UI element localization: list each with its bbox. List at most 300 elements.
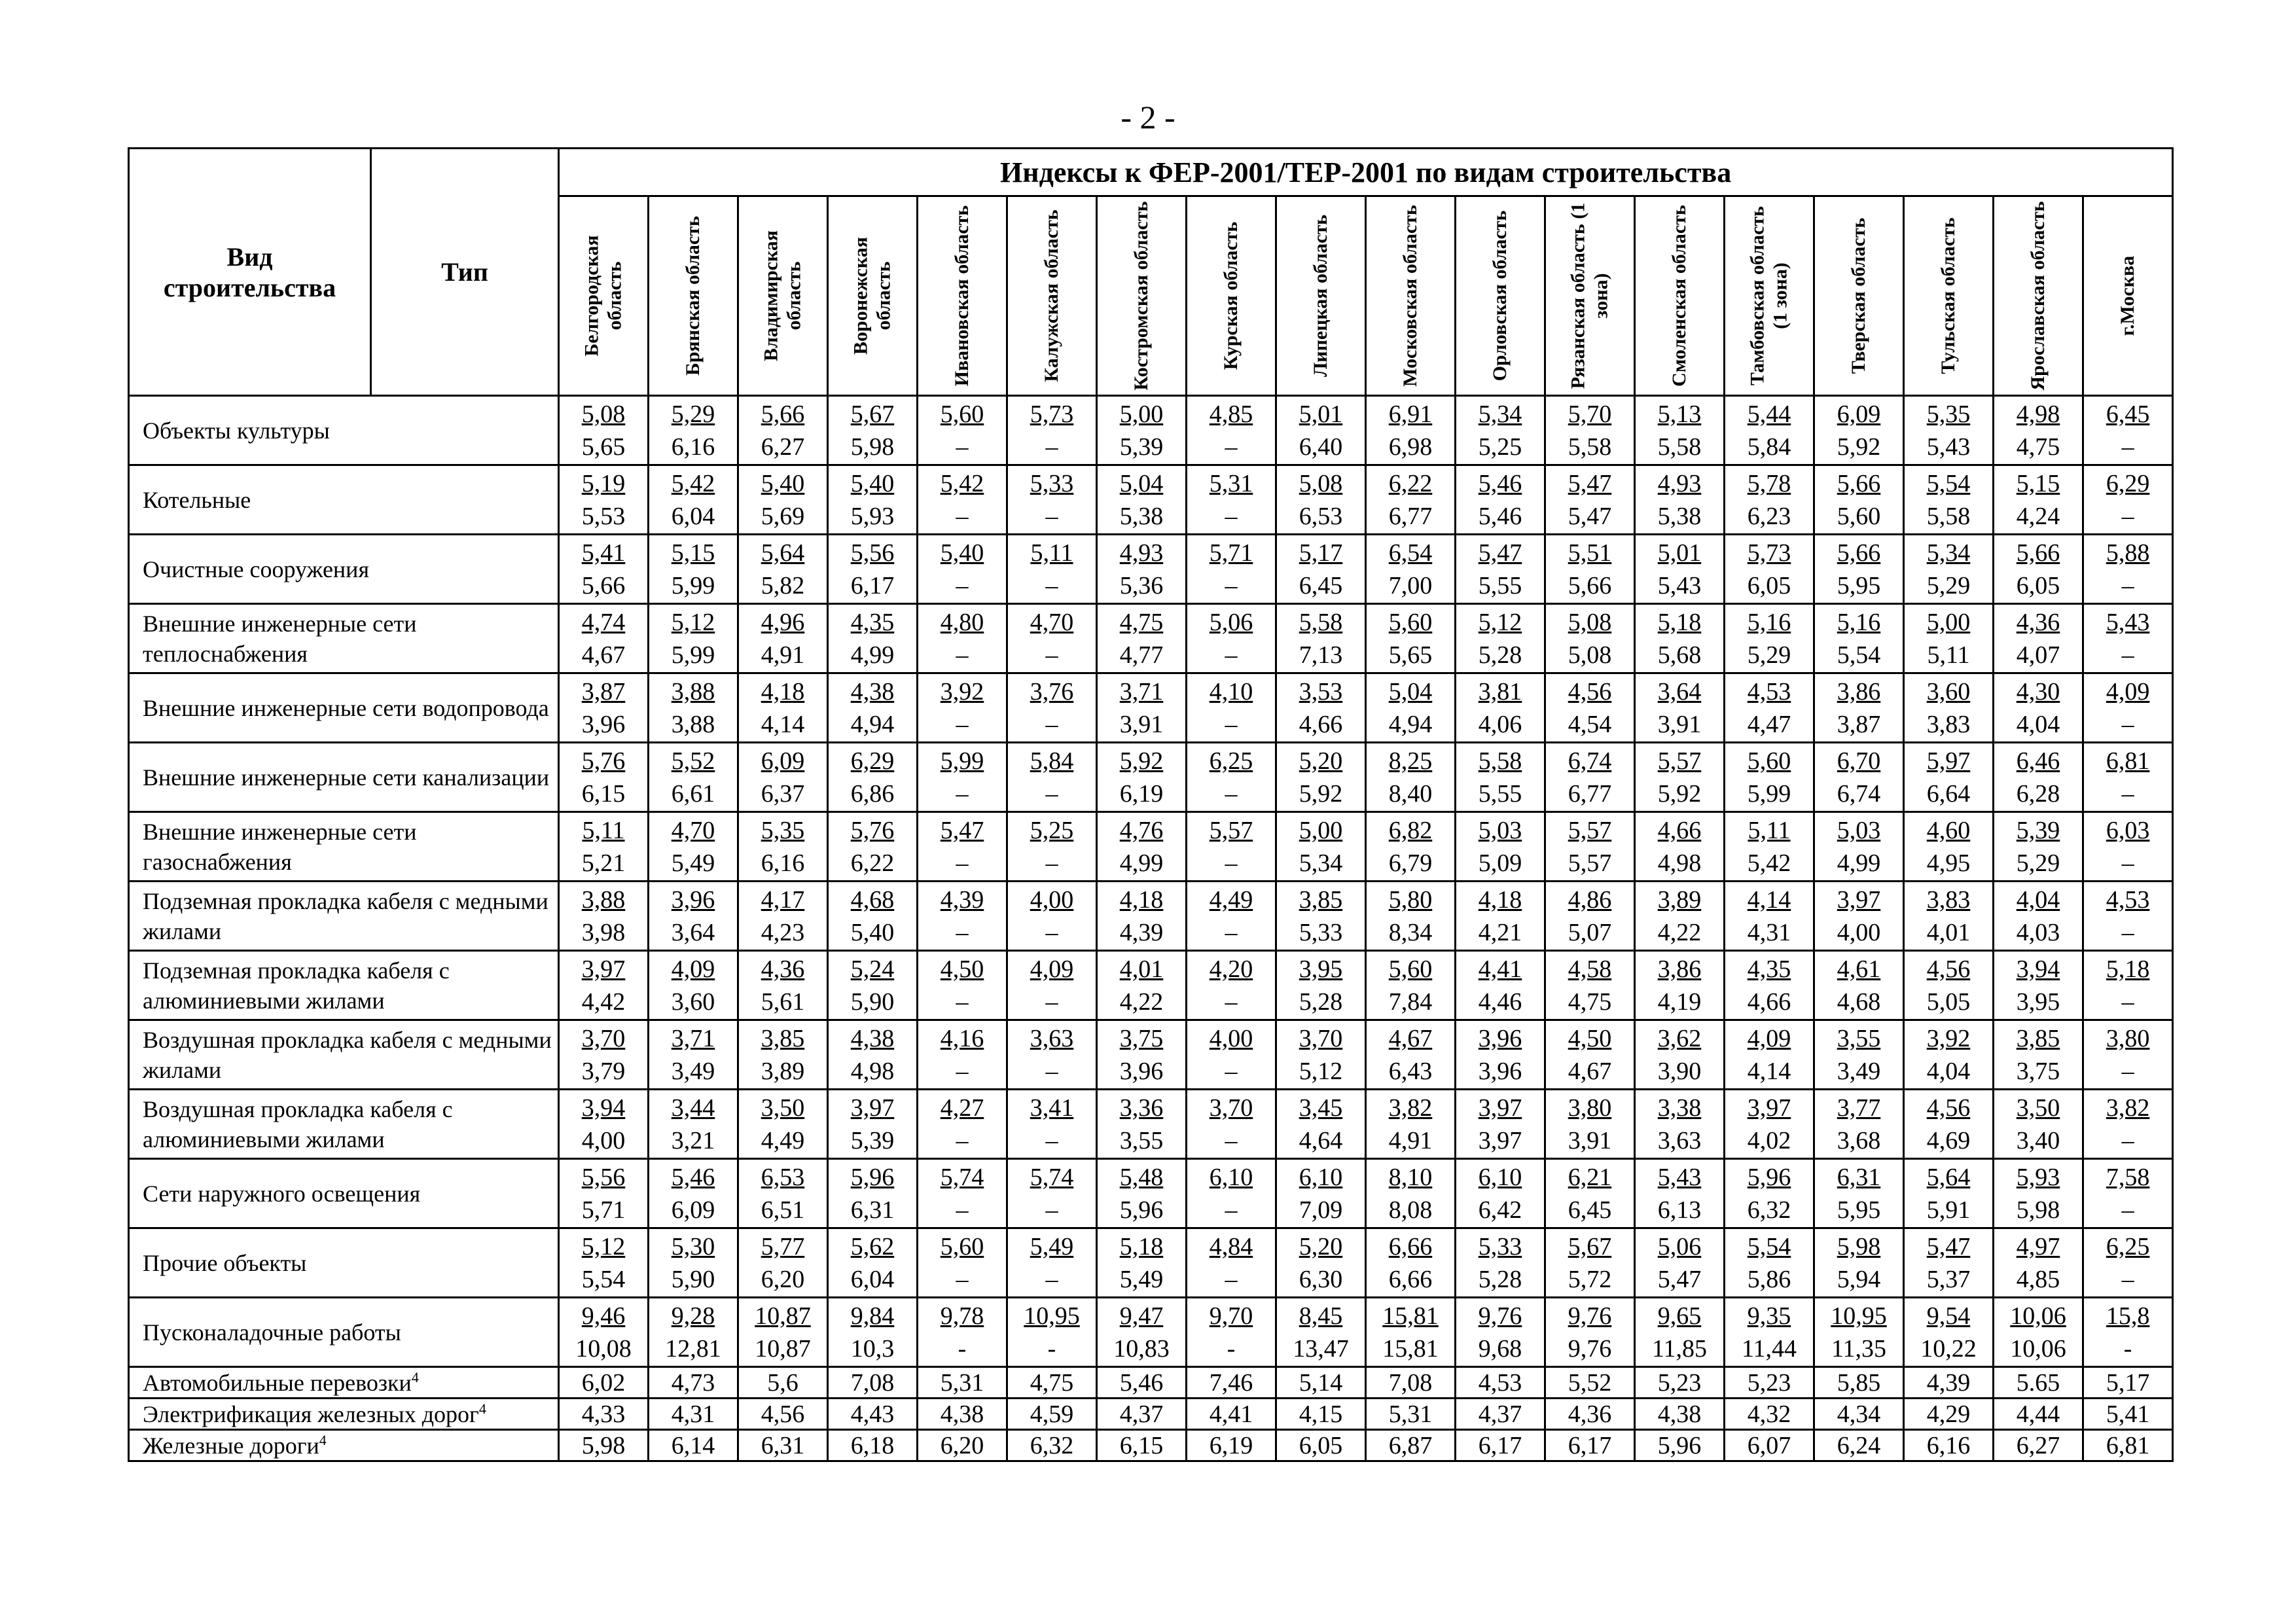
value-top: 6,54 bbox=[1388, 539, 1433, 567]
value-top: 10,95 bbox=[1831, 1302, 1887, 1330]
value-cell bbox=[1097, 396, 1187, 465]
value-bottom: – bbox=[2121, 1265, 2134, 1293]
value-bottom: 5,57 bbox=[1568, 849, 1612, 877]
value-top: 4,67 bbox=[1388, 1024, 1433, 1052]
value-cell bbox=[1007, 882, 1097, 951]
value-top: 5,18 bbox=[1119, 1232, 1164, 1260]
value-bottom: 6,05 bbox=[1747, 571, 1791, 599]
value-top: 3,71 bbox=[1119, 677, 1164, 705]
value-top: 9,54 bbox=[1926, 1302, 1971, 1330]
value-cell: 5,98 bbox=[559, 1430, 649, 1461]
value-top: 4,97 bbox=[2016, 1232, 2060, 1260]
value-bottom: – bbox=[1225, 1265, 1238, 1293]
value-cell: 5,46 bbox=[1097, 1367, 1187, 1399]
value-cell bbox=[1545, 1228, 1635, 1298]
value-cell bbox=[1366, 396, 1456, 465]
value-top: 6,53 bbox=[761, 1163, 805, 1191]
value-bottom: 4,66 bbox=[1299, 710, 1343, 738]
value-top: 9,76 bbox=[1568, 1302, 1612, 1330]
value-cell bbox=[738, 1228, 828, 1298]
value-bottom: 4,67 bbox=[581, 641, 626, 669]
value-bottom: – bbox=[956, 779, 969, 808]
value-top: 5,78 bbox=[1747, 469, 1791, 497]
value-bottom: 5,39 bbox=[850, 1126, 895, 1154]
value-bottom: 10,22 bbox=[1920, 1334, 1977, 1363]
value-cell bbox=[1904, 396, 1994, 465]
value-top: 5,17 bbox=[1299, 539, 1343, 567]
value-cell bbox=[1545, 1159, 1635, 1228]
value-top: 5,40 bbox=[850, 469, 895, 497]
value-cell bbox=[1097, 535, 1187, 604]
table-body bbox=[129, 396, 2173, 1461]
value-cell bbox=[1994, 1159, 2083, 1228]
value-bottom: 5,21 bbox=[581, 849, 626, 877]
value-bottom: – bbox=[1225, 1196, 1238, 1224]
value-bottom: 4,66 bbox=[1747, 988, 1791, 1016]
value-cell: 4,38 bbox=[1635, 1399, 1725, 1430]
value-top: 3,70 bbox=[581, 1024, 626, 1052]
value-top: 5,16 bbox=[1747, 608, 1791, 636]
value-cell bbox=[1366, 1159, 1456, 1228]
value-bottom: 6,53 bbox=[1299, 502, 1343, 530]
value-bottom: 3,75 bbox=[2016, 1057, 2060, 1085]
value-bottom: – bbox=[2121, 710, 2134, 738]
value-cell bbox=[1635, 1090, 1725, 1159]
value-top: 5,47 bbox=[1568, 469, 1612, 497]
value-bottom: 5,42 bbox=[1747, 849, 1791, 877]
value-bottom: 3,79 bbox=[581, 1057, 626, 1085]
value-cell bbox=[1725, 1159, 1814, 1228]
value-top: 3,92 bbox=[1926, 1024, 1971, 1052]
value-bottom: 5,90 bbox=[671, 1265, 715, 1293]
value-cell: 5,96 bbox=[1635, 1430, 1725, 1461]
region-label: Владимирская область bbox=[760, 230, 804, 362]
header-region-16 bbox=[1994, 196, 2083, 396]
value-top: 9,76 bbox=[1478, 1302, 1522, 1330]
value-cell bbox=[1097, 1090, 1187, 1159]
region-label: Тверская область bbox=[1847, 217, 1869, 374]
value-cell: 6,81 bbox=[2083, 1430, 2173, 1461]
value-bottom: – bbox=[1045, 641, 1058, 669]
value-top: 9,65 bbox=[1657, 1302, 1702, 1330]
value-cell bbox=[1994, 396, 2083, 465]
value-cell bbox=[649, 1020, 738, 1090]
value-bottom: 11,44 bbox=[1741, 1334, 1797, 1363]
value-bottom: – bbox=[1225, 988, 1238, 1016]
value-top: 6,10 bbox=[1209, 1163, 1253, 1191]
value-bottom: 3,21 bbox=[671, 1126, 715, 1154]
value-cell bbox=[1725, 951, 1814, 1020]
value-cell: 4,75 bbox=[1007, 1367, 1097, 1399]
value-cell bbox=[2083, 535, 2173, 604]
value-cell bbox=[738, 673, 828, 743]
value-top: 4,66 bbox=[1657, 816, 1702, 844]
value-cell: 6,24 bbox=[1814, 1430, 1904, 1461]
value-cell bbox=[918, 535, 1007, 604]
value-top: 3,38 bbox=[1657, 1094, 1702, 1122]
value-cell bbox=[1904, 743, 1994, 812]
value-top: 4,58 bbox=[1568, 955, 1612, 983]
value-cell bbox=[828, 1090, 918, 1159]
value-top: 5,31 bbox=[1209, 469, 1253, 497]
value-top: 9,47 bbox=[1119, 1302, 1164, 1330]
value-bottom: – bbox=[1045, 571, 1058, 599]
value-cell bbox=[828, 1298, 918, 1367]
value-bottom: 4,39 bbox=[1119, 918, 1164, 946]
value-top: 8,45 bbox=[1299, 1302, 1343, 1330]
header-region-0 bbox=[559, 196, 649, 396]
value-cell bbox=[1187, 535, 1276, 604]
value-bottom: 3,40 bbox=[2016, 1126, 2060, 1154]
value-cell bbox=[1545, 535, 1635, 604]
value-bottom: 5,25 bbox=[1478, 433, 1522, 461]
value-bottom: 5,72 bbox=[1568, 1265, 1612, 1293]
value-top: 5,42 bbox=[940, 469, 984, 497]
value-cell bbox=[1007, 1298, 1097, 1367]
index-table bbox=[128, 147, 2174, 1462]
value-cell bbox=[918, 1090, 1007, 1159]
value-cell: 4,41 bbox=[1187, 1399, 1276, 1430]
value-cell bbox=[1007, 396, 1097, 465]
value-bottom: 12,81 bbox=[665, 1334, 721, 1363]
value-bottom: 3,96 bbox=[1119, 1057, 1164, 1085]
value-top: 5,66 bbox=[2016, 539, 2060, 567]
value-bottom: 6,20 bbox=[761, 1265, 805, 1293]
value-bottom: 3,55 bbox=[1119, 1126, 1164, 1154]
value-bottom: 5,40 bbox=[850, 918, 895, 946]
value-top: 6,74 bbox=[1568, 747, 1612, 775]
value-top: 5,00 bbox=[1299, 816, 1343, 844]
value-bottom: 5,38 bbox=[1119, 502, 1164, 530]
value-bottom: 9,68 bbox=[1478, 1334, 1522, 1363]
value-bottom: 6,27 bbox=[761, 433, 805, 461]
value-cell bbox=[1545, 673, 1635, 743]
value-top: 5,41 bbox=[581, 539, 626, 567]
value-top: 4,70 bbox=[671, 816, 715, 844]
value-cell bbox=[1635, 882, 1725, 951]
value-cell bbox=[2083, 951, 2173, 1020]
value-bottom: – bbox=[1225, 849, 1238, 877]
value-bottom: 5,29 bbox=[2016, 849, 2060, 877]
value-top: 6,10 bbox=[1299, 1163, 1343, 1191]
value-bottom: 5,11 bbox=[1927, 641, 1970, 669]
header-construction-type-line2: строительства bbox=[163, 272, 336, 302]
value-top: 6,03 bbox=[2106, 816, 2150, 844]
value-bottom: 10,83 bbox=[1113, 1334, 1170, 1363]
value-cell bbox=[1456, 604, 1545, 673]
value-cell bbox=[1007, 604, 1097, 673]
header-region-4 bbox=[918, 196, 1007, 396]
value-cell: 7,08 bbox=[1366, 1367, 1456, 1399]
value-top: 4,56 bbox=[1568, 677, 1612, 705]
value-bottom: 5,39 bbox=[1119, 433, 1164, 461]
value-bottom: – bbox=[956, 641, 969, 669]
value-cell bbox=[828, 604, 918, 673]
value-bottom: 4,94 bbox=[850, 710, 895, 738]
value-cell bbox=[1725, 743, 1814, 812]
value-top: 5,60 bbox=[940, 1232, 984, 1260]
value-bottom: 4,31 bbox=[1747, 918, 1791, 946]
value-top: 7,58 bbox=[2106, 1163, 2150, 1191]
value-bottom: 3,60 bbox=[671, 988, 715, 1016]
value-top: 4,61 bbox=[1837, 955, 1881, 983]
value-cell bbox=[1635, 465, 1725, 535]
value-bottom: – bbox=[956, 918, 969, 946]
value-cell: 4,37 bbox=[1097, 1399, 1187, 1430]
value-top: 3,95 bbox=[1299, 955, 1343, 983]
value-top: 4,41 bbox=[1478, 955, 1522, 983]
value-top: 5,29 bbox=[671, 400, 715, 428]
header-region-10 bbox=[1456, 196, 1545, 396]
value-cell bbox=[918, 812, 1007, 882]
value-cell bbox=[1994, 465, 2083, 535]
value-cell bbox=[1366, 535, 1456, 604]
value-bottom: 3,89 bbox=[761, 1057, 805, 1085]
table-row-single bbox=[129, 1430, 2173, 1461]
value-bottom: – bbox=[2121, 641, 2134, 669]
value-cell: 6,27 bbox=[1994, 1430, 2083, 1461]
value-bottom: - bbox=[1227, 1334, 1236, 1363]
table-title: Индексы к ФЕР-2001/ТЕР-2001 по видам строительства bbox=[559, 149, 2173, 196]
value-cell bbox=[1635, 1228, 1725, 1298]
value-bottom: 5,36 bbox=[1119, 571, 1164, 599]
value-cell: 6,19 bbox=[1187, 1430, 1276, 1461]
value-cell bbox=[1366, 1298, 1456, 1367]
value-bottom: 4,22 bbox=[1119, 988, 1164, 1016]
value-bottom: – bbox=[1045, 710, 1058, 738]
value-cell bbox=[559, 1228, 649, 1298]
value-top: 3,75 bbox=[1119, 1024, 1164, 1052]
value-top: 5,12 bbox=[671, 608, 715, 636]
value-top: 3,97 bbox=[1837, 885, 1881, 914]
value-cell bbox=[1545, 1020, 1635, 1090]
value-top: 5,93 bbox=[2016, 1163, 2060, 1191]
value-cell bbox=[1904, 604, 1994, 673]
row-label-text: Железные дороги bbox=[143, 1432, 319, 1459]
value-top: 4,86 bbox=[1568, 885, 1612, 914]
value-bottom: 3,88 bbox=[671, 710, 715, 738]
value-bottom: – bbox=[1045, 849, 1058, 877]
value-top: 4,50 bbox=[940, 955, 984, 983]
header-region-14 bbox=[1814, 196, 1904, 396]
value-bottom: 5,99 bbox=[671, 641, 715, 669]
value-bottom: 6,43 bbox=[1388, 1057, 1433, 1085]
value-bottom: 4,00 bbox=[1837, 918, 1881, 946]
value-bottom: 6,98 bbox=[1388, 433, 1433, 461]
value-bottom: 6,04 bbox=[671, 502, 715, 530]
value-top: 5,96 bbox=[1747, 1163, 1791, 1191]
value-bottom: 4,91 bbox=[1388, 1126, 1433, 1154]
value-top: 3,55 bbox=[1837, 1024, 1881, 1052]
value-top: 4,75 bbox=[1119, 608, 1164, 636]
value-bottom: 4,04 bbox=[2016, 710, 2060, 738]
value-cell bbox=[1994, 1228, 2083, 1298]
value-bottom: 3,68 bbox=[1837, 1126, 1881, 1154]
value-top: 5,49 bbox=[1030, 1232, 1074, 1260]
value-cell: 6,87 bbox=[1366, 1430, 1456, 1461]
value-top: 4,18 bbox=[761, 677, 805, 705]
value-bottom: 5,86 bbox=[1747, 1265, 1791, 1293]
value-cell bbox=[1994, 743, 2083, 812]
row-label bbox=[129, 1367, 559, 1399]
value-cell bbox=[1366, 673, 1456, 743]
value-cell bbox=[1007, 812, 1097, 882]
value-cell bbox=[918, 1020, 1007, 1090]
value-top: 5,46 bbox=[1478, 469, 1522, 497]
value-top: 4,56 bbox=[1926, 1094, 1971, 1122]
value-top: 4,00 bbox=[1030, 885, 1074, 914]
value-bottom: – bbox=[956, 502, 969, 530]
value-top: 3,41 bbox=[1030, 1094, 1074, 1122]
value-bottom: 5,58 bbox=[1657, 433, 1702, 461]
value-bottom: – bbox=[1045, 779, 1058, 808]
value-cell bbox=[1635, 1298, 1725, 1367]
value-top: 3,89 bbox=[1657, 885, 1702, 914]
value-cell bbox=[649, 535, 738, 604]
value-cell bbox=[1187, 396, 1276, 465]
value-cell: 5,17 bbox=[2083, 1367, 2173, 1399]
value-cell bbox=[2083, 1090, 2173, 1159]
footnote-mark: 4 bbox=[411, 1368, 419, 1385]
value-cell: 4,39 bbox=[1904, 1367, 1994, 1399]
value-cell bbox=[1366, 1090, 1456, 1159]
value-cell: 4,31 bbox=[649, 1399, 738, 1430]
value-top: 6,25 bbox=[1209, 747, 1253, 775]
row-label: Подземная прокладка кабеля с медными жилами bbox=[129, 882, 559, 951]
value-top: 5,74 bbox=[940, 1163, 984, 1191]
value-top: 5,01 bbox=[1657, 539, 1702, 567]
value-bottom: – bbox=[1225, 1126, 1238, 1154]
value-top: 5,44 bbox=[1747, 400, 1791, 428]
value-bottom: 5,12 bbox=[1299, 1057, 1343, 1085]
value-top: 3,87 bbox=[581, 677, 626, 705]
value-bottom: 5,93 bbox=[850, 502, 895, 530]
value-bottom: – bbox=[1225, 571, 1238, 599]
value-cell bbox=[1725, 396, 1814, 465]
value-bottom: 4,04 bbox=[1926, 1057, 1971, 1085]
value-top: 3,63 bbox=[1030, 1024, 1074, 1052]
table-row bbox=[129, 396, 2173, 465]
value-cell bbox=[828, 1159, 918, 1228]
value-cell: 4,37 bbox=[1456, 1399, 1545, 1430]
value-cell bbox=[1725, 673, 1814, 743]
value-top: 5,06 bbox=[1657, 1232, 1702, 1260]
value-bottom: 4,24 bbox=[2016, 502, 2060, 530]
value-top: 5,15 bbox=[2016, 469, 2060, 497]
value-cell bbox=[1097, 812, 1187, 882]
value-top: 5,52 bbox=[671, 747, 715, 775]
value-cell: 4,32 bbox=[1725, 1399, 1814, 1430]
value-top: 3,88 bbox=[581, 885, 626, 914]
value-bottom: 5,49 bbox=[1119, 1265, 1164, 1293]
value-top: 5,67 bbox=[850, 400, 895, 428]
value-bottom: 5,58 bbox=[1926, 502, 1971, 530]
value-top: 4,09 bbox=[2106, 677, 2150, 705]
value-top: 4,56 bbox=[1926, 955, 1971, 983]
value-bottom: 5,37 bbox=[1926, 1265, 1971, 1293]
value-bottom: 10,08 bbox=[575, 1334, 632, 1363]
value-bottom: 4,49 bbox=[761, 1126, 805, 1154]
value-top: 3,97 bbox=[1478, 1094, 1522, 1122]
value-cell bbox=[1725, 1020, 1814, 1090]
value-bottom: 5,99 bbox=[671, 571, 715, 599]
value-bottom: - bbox=[1047, 1334, 1056, 1363]
value-cell bbox=[1366, 1228, 1456, 1298]
value-bottom: – bbox=[956, 1057, 969, 1085]
value-cell bbox=[1814, 743, 1904, 812]
value-cell bbox=[1276, 604, 1366, 673]
row-label: Пусконаладочные работы bbox=[129, 1298, 559, 1367]
value-cell bbox=[1456, 951, 1545, 1020]
value-cell bbox=[1904, 465, 1994, 535]
value-top: 5,51 bbox=[1568, 539, 1612, 567]
value-top: 4,53 bbox=[1747, 677, 1791, 705]
region-label: Курская область bbox=[1219, 221, 1242, 370]
value-top: 4,35 bbox=[1747, 955, 1791, 983]
value-bottom: 5,29 bbox=[1926, 571, 1971, 599]
value-cell bbox=[1187, 1090, 1276, 1159]
value-cell bbox=[1904, 1228, 1994, 1298]
region-label: Рязанская область (1 зона) bbox=[1567, 202, 1611, 389]
value-bottom: – bbox=[1225, 1057, 1238, 1085]
value-bottom: 4,99 bbox=[1837, 849, 1881, 877]
value-cell bbox=[649, 812, 738, 882]
value-top: 5,62 bbox=[850, 1232, 895, 1260]
value-top: 4,35 bbox=[850, 608, 895, 636]
value-top: 5,58 bbox=[1478, 747, 1522, 775]
value-cell bbox=[1635, 604, 1725, 673]
value-bottom: 6,16 bbox=[761, 849, 805, 877]
value-cell bbox=[1994, 1298, 2083, 1367]
value-top: 3,80 bbox=[2106, 1024, 2150, 1052]
value-cell bbox=[828, 1228, 918, 1298]
value-top: 3,82 bbox=[1388, 1094, 1433, 1122]
value-bottom: 5,47 bbox=[1568, 502, 1612, 530]
value-bottom: 3,49 bbox=[671, 1057, 715, 1085]
value-cell bbox=[649, 673, 738, 743]
value-top: 6,31 bbox=[1837, 1163, 1881, 1191]
header-region-9 bbox=[1366, 196, 1456, 396]
value-top: 5,11 bbox=[582, 816, 625, 844]
value-top: 5,16 bbox=[1837, 608, 1881, 636]
value-bottom: 5,61 bbox=[761, 988, 805, 1016]
value-bottom: 4,02 bbox=[1747, 1126, 1791, 1154]
value-bottom: 4,54 bbox=[1568, 710, 1612, 738]
value-bottom: 8,40 bbox=[1388, 779, 1433, 808]
value-top: 3,97 bbox=[850, 1094, 895, 1122]
value-cell: 5,31 bbox=[918, 1367, 1007, 1399]
value-cell: 4,38 bbox=[918, 1399, 1007, 1430]
value-top: 9,78 bbox=[940, 1302, 984, 1330]
value-cell bbox=[1097, 882, 1187, 951]
value-bottom: 6,13 bbox=[1657, 1196, 1702, 1224]
value-top: 5,60 bbox=[1388, 608, 1433, 636]
value-top: 5,92 bbox=[1119, 747, 1164, 775]
value-bottom: 7,00 bbox=[1388, 571, 1433, 599]
value-top: 5,60 bbox=[940, 400, 984, 428]
value-cell bbox=[1366, 951, 1456, 1020]
value-cell bbox=[918, 1298, 1007, 1367]
row-label: Воздушная прокладка кабеля с алюминиевыми жилами bbox=[129, 1090, 559, 1159]
value-top: 4,96 bbox=[761, 608, 805, 636]
value-cell bbox=[828, 743, 918, 812]
table-row-single bbox=[129, 1367, 2173, 1399]
value-bottom: – bbox=[1225, 918, 1238, 946]
value-cell bbox=[828, 1020, 918, 1090]
value-top: 5,33 bbox=[1030, 469, 1074, 497]
value-top: 3,44 bbox=[671, 1094, 715, 1122]
page-number: - 2 - bbox=[1121, 99, 1175, 135]
